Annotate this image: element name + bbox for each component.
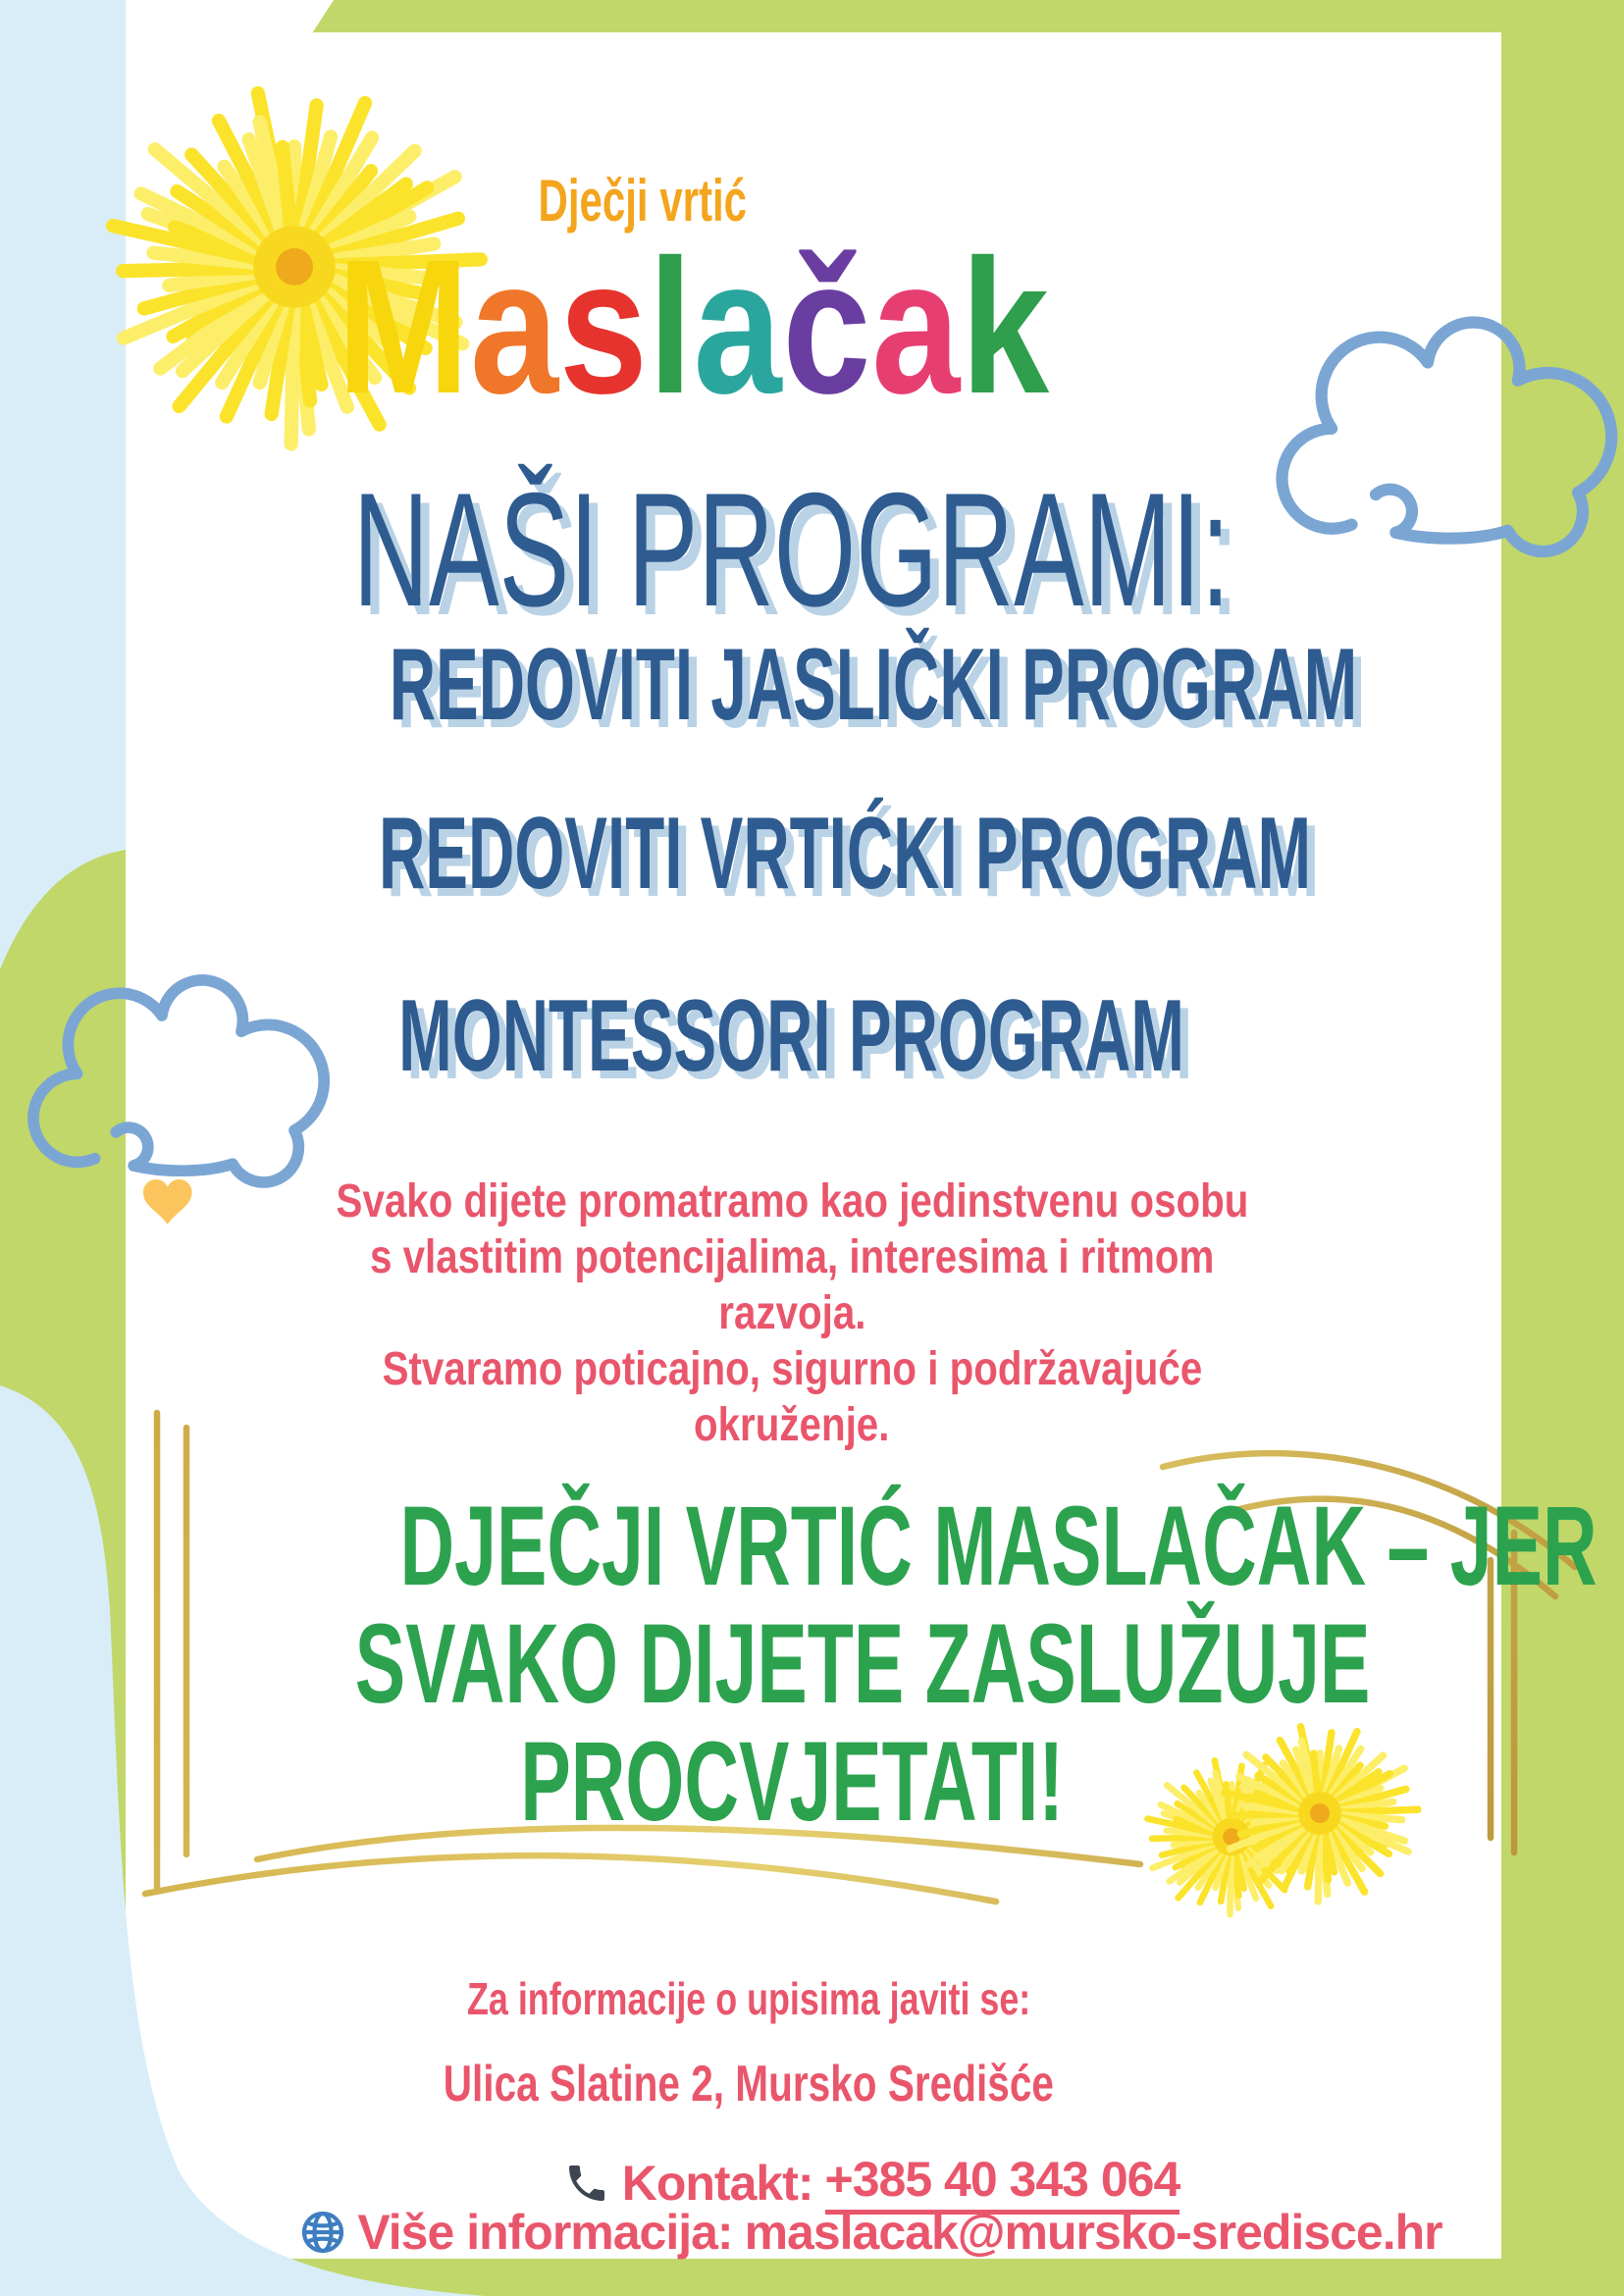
address-line: Ulica Slatine 2, Mursko Središće — [443, 2056, 1055, 2113]
logo-letter: a — [871, 220, 962, 434]
phone-label: Kontakt: — [621, 2155, 813, 2211]
page-title: NAŠI PROGRAMI: — [353, 459, 1231, 640]
logo-wordmark — [56, 220, 1332, 434]
program-item: REDOVITI JASLIČKI PROGRAM — [389, 628, 1358, 742]
email-link[interactable]: maslacak@mursko-sredisce.hr — [744, 2205, 1442, 2260]
logo-letter: a — [470, 220, 560, 434]
logo-tagline: Dječji vrtić — [538, 168, 748, 234]
logo-letter: č — [782, 220, 872, 434]
logo-letter: k — [961, 220, 1051, 434]
program-item: MONTESSORI PROGRAM — [398, 979, 1185, 1093]
values-paragraph: Svako dijete promatramo kao jedinstvenu osobu s vlastitim potencijalima, interesima i ritmom razvoja. Stvaramo poticajno, sigurno i podržavajuće okruženje. — [336, 1175, 1248, 1451]
enroll-cta: Za informacije o upisima javiti se: — [466, 1973, 1031, 2024]
info-line — [184, 2204, 1558, 2261]
top-gap-shape — [126, 0, 334, 33]
logo-letter: a — [693, 220, 783, 434]
program-item: REDOVITI VRTIĆKI PROGRAM — [378, 797, 1312, 911]
phone-number-link[interactable]: +385 40 343 064 — [825, 2151, 1180, 2215]
slogan: DJEČJI VRTIĆ MASLAČAK – JER SVAKO DIJETE ZASLUŽUJE PROCVJETATI! — [354, 1484, 1598, 1845]
logo-letter: M — [337, 220, 471, 434]
info-label: Više informacija: — [357, 2205, 733, 2260]
logo-letter: l — [649, 220, 694, 434]
phone-icon — [563, 2160, 610, 2207]
globe-icon — [300, 2210, 345, 2255]
logo-letter: s — [559, 220, 650, 434]
